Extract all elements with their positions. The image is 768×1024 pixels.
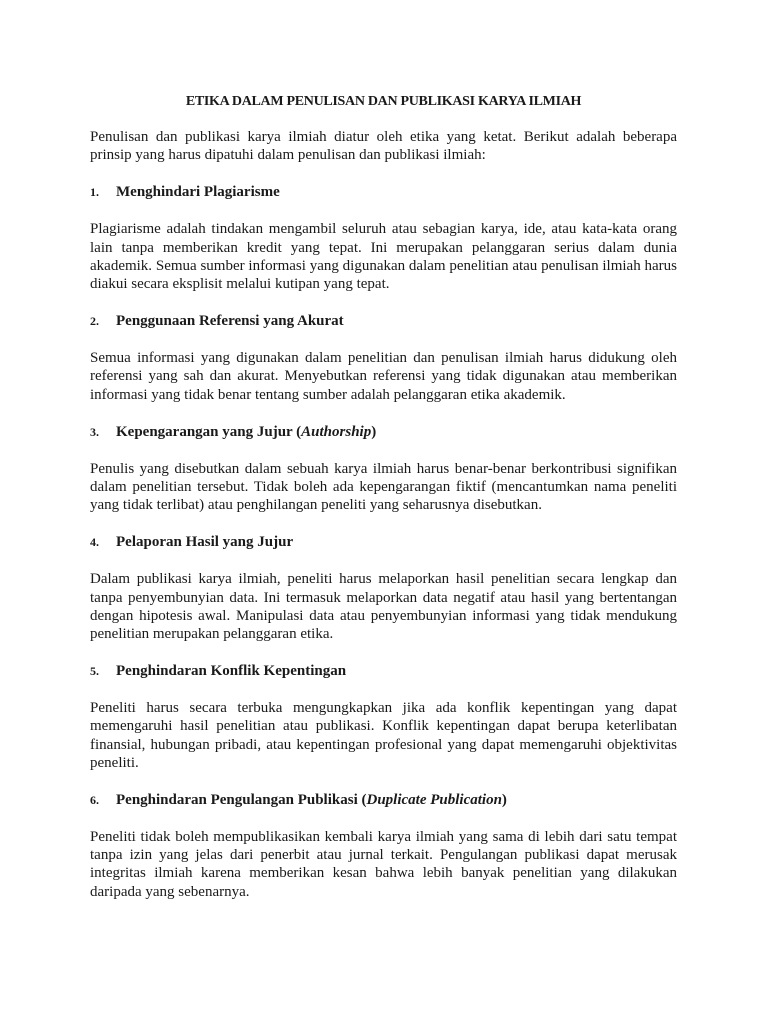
section-number: 3.: [90, 424, 99, 439]
section-heading-text: Penghindaran Pengulangan Publikasi (Duplicate Publication): [116, 792, 507, 809]
section-heading-text: Kepengarangan yang Jujur (Authorship): [116, 423, 377, 440]
section-body: Penulis yang disebutkan dalam sebuah karya ilmiah harus benar-benar berkontribusi signifikan dalam penelitian tersebut. Tidak boleh ada kepengarangan fiktif (mencantumkan nama peneliti yang tidak terlibat) atau penghilangan peneliti yang seharusnya disebutkan.: [90, 460, 677, 514]
section-number: 1.: [90, 185, 99, 200]
section-body: Plagiarisme adalah tindakan mengambil seluruh atau sebagian karya, ide, atau kata-kata orang lain tanpa memberikan kredit yang tepat. Ini merupakan pelanggaran serius dalam dunia akademik. Semua sumber informasi yang digunakan dalam penelitian atau penulisan ilmiah harus diakui secara eksplisit melalui kutipan yang tepat.: [90, 221, 677, 293]
section-number: 2.: [90, 314, 99, 329]
section-heading: [90, 533, 677, 551]
section-1: [90, 183, 677, 293]
section-heading-text: Pelaporan Hasil yang Jujur: [116, 534, 294, 551]
section-heading: [90, 791, 677, 809]
intro-paragraph: Penulisan dan publikasi karya ilmiah diatur oleh etika yang ketat. Berikut adalah beberapa prinsip yang harus dipatuhi dalam penulisan dan publikasi ilmiah:: [90, 129, 677, 164]
section-number: 4.: [90, 535, 99, 550]
section-2: [90, 312, 677, 404]
section-5: [90, 662, 677, 772]
section-6: [90, 791, 677, 901]
section-body: Semua informasi yang digunakan dalam penelitian dan penulisan ilmiah harus didukung oleh referensi yang sah dan akurat. Menyebutkan referensi yang tidak digunakan atau memberikan informasi yang tidak benar tentang sumber adalah pelanggaran etika akademik.: [90, 350, 677, 403]
section-heading: [90, 183, 677, 201]
section-number: 5.: [90, 664, 99, 679]
document-title: ETIKA DALAM PENULISAN DAN PUBLIKASI KARYA ILMIAH: [185, 94, 582, 109]
section-body: Dalam publikasi karya ilmiah, peneliti harus melaporkan hasil penelitian secara lengkap dan tanpa penyembunyian data. Ini termasuk melaporkan data negatif atau hasil yang bertentangan dengan hipotesis awal. Manipulasi data atau penyembunyian informasi yang tidak mendukung penelitian merupakan pelanggaran etika.: [90, 571, 677, 643]
section-heading-text: Menghindari Plagiarisme: [116, 184, 280, 201]
section-heading: [90, 312, 677, 330]
section-body: Peneliti tidak boleh mempublikasikan kembali karya ilmiah yang sama di lebih dari satu tempat tanpa izin yang jelas dari penerbit atau jurnal terkait. Pengulangan publikasi dapat merusak integritas ilmiah karena memberikan kesan bahwa lebih banyak penelitian yang dilakukan daripada yang sebenarnya.: [90, 829, 677, 900]
section-heading: [90, 423, 677, 441]
section-heading-text: Penghindaran Konflik Kepentingan: [116, 663, 347, 680]
section-number: 6.: [90, 793, 99, 808]
section-4: [90, 533, 677, 643]
section-3: [90, 423, 677, 515]
section-heading: [90, 662, 677, 680]
section-body: Peneliti harus secara terbuka mengungkapkan jika ada konflik kepentingan yang dapat memengaruhi hasil penelitian atau publikasi. Konflik kepentingan dapat berupa keterlibatan finansial, hubungan pribadi, atau kepentingan profesional yang dapat memengaruhi objektivitas peneliti.: [90, 700, 677, 771]
section-heading-text: Penggunaan Referensi yang Akurat: [116, 313, 344, 330]
document-page: [90, 93, 677, 920]
